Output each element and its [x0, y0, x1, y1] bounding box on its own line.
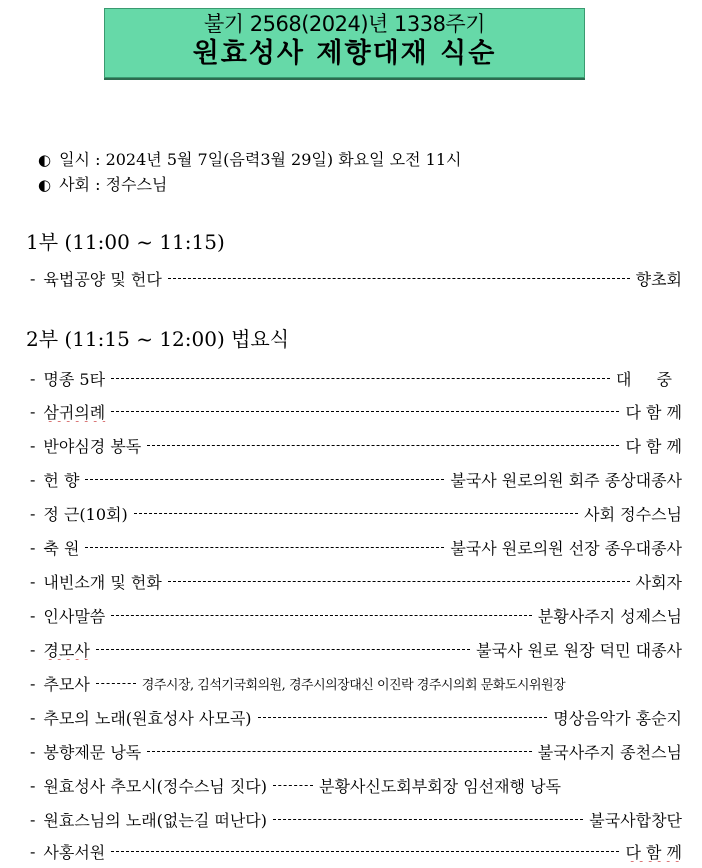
half-circle-icon: ◐: [38, 151, 52, 169]
program-row: - 정 근(10회) 사회 정수스님: [30, 503, 682, 524]
program-row: - 원효성사 추모시(정수스님 짓다) 분황사신도회부회장 임선재행 낭독: [30, 775, 562, 796]
half-circle-icon: ◐: [38, 176, 52, 194]
program-row: - 인사말씀 분황사주지 성제스님: [30, 605, 682, 626]
part1-title: 1부 (11:00 ~ 11:15): [26, 230, 225, 254]
info-date: ◐ 일시 : 2024년 5월 7일(음력3월 29일) 화요일 오전 11시: [38, 150, 462, 169]
program-row: - 내빈소개 및 헌화 사회자: [30, 571, 682, 592]
program-row: - 경모사 불국사 원로 원장 덕민 대종사: [30, 639, 682, 660]
info-host: ◐ 사회 : 정수스님: [38, 175, 168, 194]
page-title: 원효성사 제향대재 식순: [192, 38, 497, 69]
program-row: - 추모사 경주시장, 김석기국회의원, 경주시의장대신 이진락 경주시의회 문화도시위원장: [30, 673, 566, 694]
title-subtitle: 불기 2568(2024)년 1338주기: [204, 12, 485, 36]
program-row: - 추모의 노래(원효성사 사모곡) 명상음악가 홍순지: [30, 707, 682, 728]
program-row: - 육법공양 및 헌다 향초회: [30, 268, 682, 289]
program-row: - 원효스님의 노래(없는길 떠난다) 불국사합창단: [30, 809, 682, 830]
program-row: - 헌 향 불국사 원로의원 회주 종상대종사: [30, 469, 682, 490]
program-row: - 반야심경 봉독 다 함 께: [30, 435, 682, 456]
title-banner: [104, 8, 585, 78]
program-row: - 삼귀의례 다 함 께: [30, 401, 682, 422]
program-row: - 명종 5타 대 중: [30, 368, 682, 389]
program-row: - 봉향제문 낭독 불국사주지 종천스님: [30, 741, 682, 762]
program-row: - 축 원 불국사 원로의원 선장 종우대종사: [30, 537, 682, 558]
part2-title: 2부 (11:15 ~ 12:00) 법요식: [26, 327, 290, 351]
program-row: - 사홍서원 다 함 께: [30, 841, 682, 862]
